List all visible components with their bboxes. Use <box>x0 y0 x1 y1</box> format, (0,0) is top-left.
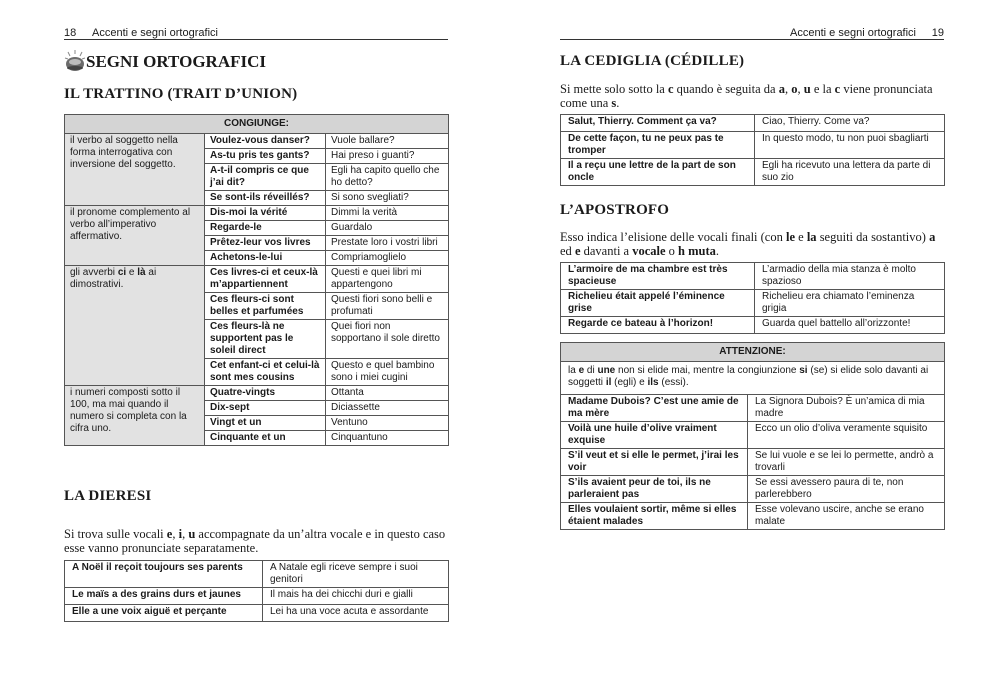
running-title: Accenti e segni ortografici <box>790 27 916 39</box>
dieresi-title: LA DIERESI <box>64 488 152 504</box>
page-number: 19 <box>931 27 944 39</box>
running-head-right <box>560 27 944 40</box>
italian-translation: A Natale egli riceve sempre i suoi genitori <box>263 561 449 588</box>
text-run: ed <box>560 244 575 258</box>
italian-translation: Diciassette <box>326 401 449 416</box>
text-run: viene pronunciata come una <box>560 82 933 110</box>
attenzione-note <box>561 362 945 395</box>
table-row <box>561 263 945 290</box>
french-example: Regarde ce bateau à l’horizon! <box>561 317 755 334</box>
french-example: Salut, Thierry. Comment ça va? <box>561 115 755 132</box>
italian-translation: Prestate loro i vostri libri <box>326 236 449 251</box>
italian-translation: Se essi avessero paura di te, non parlerebbero <box>748 476 945 503</box>
french-example: Cet enfant-ci et celui-là sont mes cousins <box>205 359 326 386</box>
running-title: Accenti e segni ortografici <box>92 27 218 39</box>
chapter-badge-icon <box>64 49 86 73</box>
bold-term: e <box>166 527 173 541</box>
french-example: De cette façon, tu ne peux pas te tromper <box>561 132 755 159</box>
italian-translation: La Signora Dubois? È un’amica di mia madre <box>748 395 945 422</box>
table-row <box>561 449 945 476</box>
bold-term: si <box>799 365 808 376</box>
dieresi-intro <box>64 527 448 555</box>
french-example: L’armoire de ma chambre est très spacieuse <box>561 263 755 290</box>
italian-translation: Questi fiori sono belli e profumati <box>326 293 449 320</box>
table-row <box>561 317 945 334</box>
text-run: o <box>665 244 679 258</box>
italian-translation: Questo e quel bambino sono i miei cugini <box>326 359 449 386</box>
french-example: Voilà une huile d’olive vraiment exquise <box>561 422 748 449</box>
italian-translation: Dimmi la verità <box>326 206 449 221</box>
text-run: . <box>616 96 620 110</box>
text-run: (essi). <box>658 377 689 388</box>
french-example: Richelieu était appelé l’éminence grise <box>561 290 755 317</box>
group-description: il verbo al soggetto nella forma interrogativa con inversione del soggetto. <box>65 134 205 206</box>
table-row <box>561 159 945 186</box>
bold-term: le <box>785 230 796 244</box>
bold-term: là <box>137 267 146 278</box>
french-example: Elles voulaient sortir, même si elles étaient malades <box>561 503 748 530</box>
text-run: . <box>715 244 720 258</box>
text-run: (egli) e <box>611 377 648 388</box>
apostrofo-intro <box>560 230 944 258</box>
attenzione-header: ATTENZIONE: <box>561 343 945 362</box>
table-row <box>561 395 945 422</box>
bold-term: o <box>791 82 798 96</box>
group-description <box>65 266 205 386</box>
french-example: S’ils avaient peur de toi, ils ne parleraient pas <box>561 476 748 503</box>
left-page <box>64 0 448 673</box>
bold-term: h muta <box>678 244 716 258</box>
italian-translation: Guarda quel battello all’orizzonte! <box>755 317 945 334</box>
chapter-title-text: SEGNI ORTOGRAFICI <box>86 52 266 71</box>
french-example: Vingt et un <box>205 416 326 431</box>
running-head-left <box>64 27 448 40</box>
bold-term: vocale <box>632 244 666 258</box>
text-run: non si elide mai, mentre la congiunzione <box>615 365 800 376</box>
text-run: , <box>797 82 804 96</box>
bold-term: u <box>803 82 811 96</box>
french-example: Voulez-vous danser? <box>205 134 326 149</box>
apostrofo-title: L’APOSTROFO <box>560 202 670 218</box>
dieresi-table <box>64 560 449 622</box>
bold-term: c <box>834 82 841 96</box>
text-run: la <box>568 365 579 376</box>
bold-term: la <box>806 230 817 244</box>
right-page <box>560 0 944 673</box>
italian-translation: Quei fiori non sopportano il sole diretto <box>326 320 449 359</box>
table-row <box>65 266 449 293</box>
text-run: quando è seguita da <box>673 82 779 96</box>
bold-term: il <box>605 377 612 388</box>
bold-term: a <box>778 82 785 96</box>
bold-term: i <box>178 527 183 541</box>
text-run: (se) si elide solo davanti ai soggetti <box>568 365 929 388</box>
bold-term: e <box>574 244 581 258</box>
french-example: S’il veut et si elle le permet, j’irai les voir <box>561 449 748 476</box>
french-example: A-t-il compris ce que j’ai dit? <box>205 164 326 191</box>
bold-term: ci <box>117 267 127 278</box>
french-example: Le maïs a des grains durs et jaunes <box>65 588 263 605</box>
italian-translation: L’armadio della mia stanza è molto spazioso <box>755 263 945 290</box>
trattino-table <box>64 114 449 446</box>
italian-translation: Hai preso i guanti? <box>326 149 449 164</box>
bold-term: ils <box>647 377 659 388</box>
text-run: accompagnate da un’altra vocale e in questo caso esse vanno pronunciate separatamente. <box>64 527 446 555</box>
italian-translation: Richelieu era chiamato l’eminenza grigia <box>755 290 945 317</box>
italian-translation: Compriamoglielo <box>326 251 449 266</box>
text-run: e <box>126 267 138 278</box>
bold-term: a <box>929 230 936 244</box>
italian-translation: Questi e quei libri mi appartengono <box>326 266 449 293</box>
attenzione-table <box>560 342 945 530</box>
french-example: Madame Dubois? C’est une amie de ma mère <box>561 395 748 422</box>
text-run: Si trova sulle vocali <box>64 527 167 541</box>
table-row <box>65 588 449 605</box>
table-row <box>561 115 945 132</box>
table-row <box>561 290 945 317</box>
italian-translation: Guardalo <box>326 221 449 236</box>
text-run: davanti a <box>580 244 633 258</box>
french-example: Se sont-ils réveillés? <box>205 191 326 206</box>
text-run: seguiti da sostantivo) <box>816 230 930 244</box>
italian-translation: Egli ha ricevuto una lettera da parte di suo zio <box>755 159 945 186</box>
table-row <box>561 132 945 159</box>
text-run: , <box>182 527 189 541</box>
french-example: Regarde-le <box>205 221 326 236</box>
table-row <box>561 503 945 530</box>
french-example: Quatre-vingts <box>205 386 326 401</box>
trattino-title: IL TRATTINO (TRAIT D’UNION) <box>64 86 298 102</box>
italian-translation: Ecco un olio d’oliva veramente squisito <box>748 422 945 449</box>
table-row <box>65 561 449 588</box>
table-row <box>561 476 945 503</box>
cediglia-table <box>560 114 945 186</box>
table-row <box>561 422 945 449</box>
text-run: e <box>795 230 807 244</box>
text-run: Si mette solo sotto la <box>560 82 668 96</box>
french-example: Ces livres-ci et ceux-là m’appartiennent <box>205 266 326 293</box>
table-row <box>65 386 449 401</box>
bold-term: c <box>667 82 674 96</box>
french-example: Dix-sept <box>205 401 326 416</box>
italian-translation: Si sono svegliati? <box>326 191 449 206</box>
text-run: ai dimostrativi. <box>70 267 157 290</box>
cediglia-title: LA CEDIGLIA (CÉDILLE) <box>560 53 745 69</box>
text-run: e la <box>810 82 835 96</box>
italian-translation: In questo modo, tu non puoi sbagliarti <box>755 132 945 159</box>
group-description: i numeri composti sotto il 100, ma mai quando il numero si completa con la cifra uno. <box>65 386 205 446</box>
italian-translation: Esse volevano uscire, anche se erano malate <box>748 503 945 530</box>
italian-translation: Vuole ballare? <box>326 134 449 149</box>
italian-translation: Il mais ha dei chicchi duri e gialli <box>263 588 449 605</box>
page-number: 18 <box>64 27 77 39</box>
italian-translation: Se lui vuole e se lei lo permette, andrò a trovarli <box>748 449 945 476</box>
french-example: Elle a une voix aiguë et perçante <box>65 605 263 622</box>
italian-translation: Egli ha capito quello che ho detto? <box>326 164 449 191</box>
french-example: Achetons-le-lui <box>205 251 326 266</box>
trattino-table-header: CONGIUNGE: <box>65 115 449 134</box>
bold-term: u <box>188 527 196 541</box>
table-row <box>65 605 449 622</box>
text-run: Esso indica l’elisione delle vocali finali (con <box>560 230 786 244</box>
table-row <box>65 134 449 149</box>
text-run: , <box>784 82 792 96</box>
french-example: As-tu pris tes gants? <box>205 149 326 164</box>
italian-translation: Cinquantuno <box>326 431 449 446</box>
french-example: Dis-moi la vérité <box>205 206 326 221</box>
bold-term: une <box>597 365 616 376</box>
french-example: Cinquante et un <box>205 431 326 446</box>
italian-translation: Ciao, Thierry. Come va? <box>755 115 945 132</box>
italian-translation: Lei ha una voce acuta e assordante <box>263 605 449 622</box>
bold-term: s <box>611 96 617 110</box>
cediglia-intro <box>560 82 944 110</box>
text-run: gli avverbi <box>70 267 118 278</box>
french-example: Prêtez-leur vos livres <box>205 236 326 251</box>
italian-translation: Ottanta <box>326 386 449 401</box>
text-run: , <box>172 527 179 541</box>
french-example: Ces fleurs-là ne supportent pas le soleil direct <box>205 320 326 359</box>
text-run: di <box>584 365 598 376</box>
group-description: il pronome complemento al verbo all’imperativo affermativo. <box>65 206 205 266</box>
french-example: Il a reçu une lettre de la part de son oncle <box>561 159 755 186</box>
table-row <box>65 206 449 221</box>
french-example: A Noël il reçoit toujours ses parents <box>65 561 263 588</box>
apostrofo-table <box>560 262 945 334</box>
french-example: Ces fleurs-ci sont belles et parfumées <box>205 293 326 320</box>
italian-translation: Ventuno <box>326 416 449 431</box>
bold-term: e <box>578 365 585 376</box>
